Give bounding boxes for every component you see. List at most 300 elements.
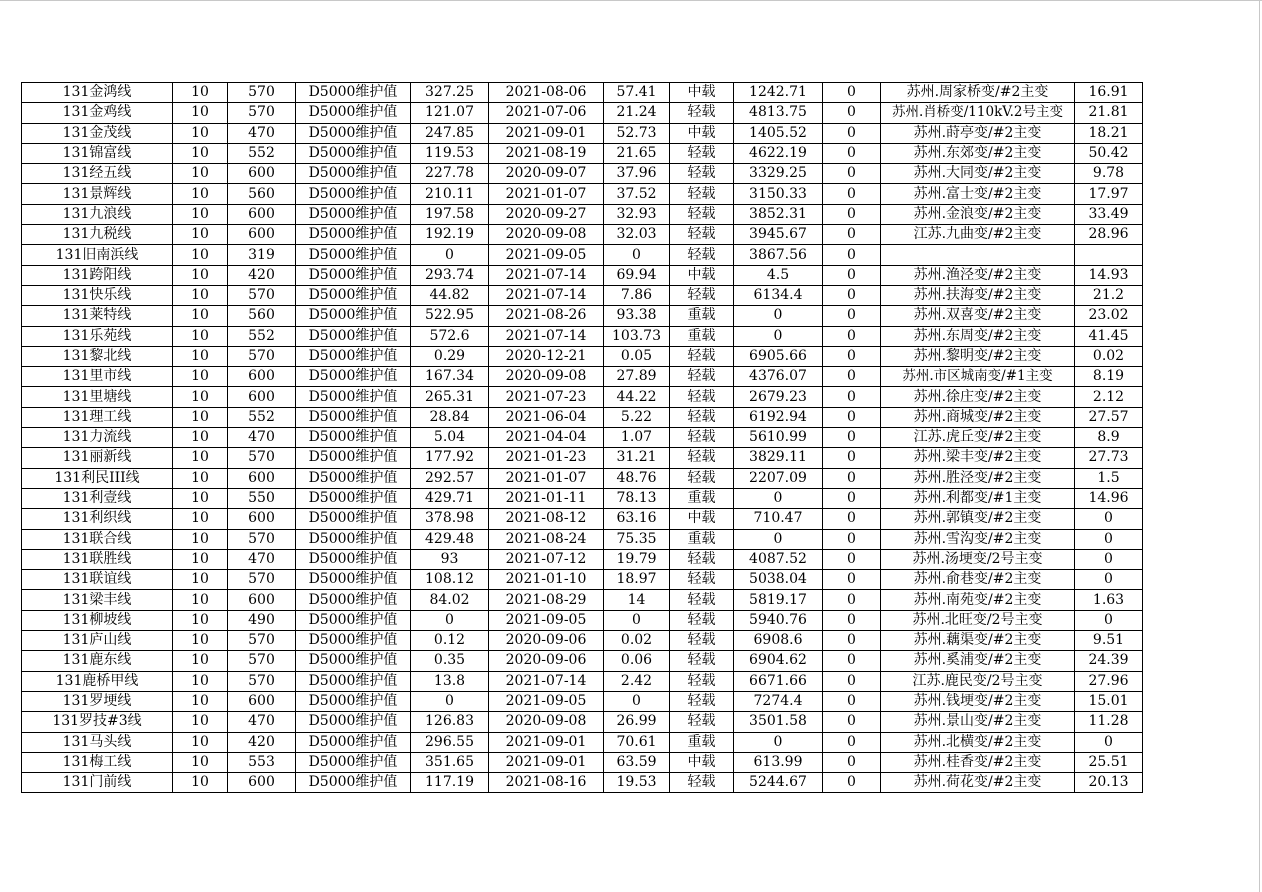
cell-current-value: 0.35	[411, 651, 489, 671]
cell-date: 2021-07-23	[489, 387, 604, 407]
cell-data-source: D5000维护值	[296, 529, 411, 549]
cell-margin: 0	[734, 488, 823, 508]
table-row	[22, 549, 1143, 569]
table-row	[22, 306, 1143, 326]
cell-voltage: 10	[173, 204, 228, 224]
cell-load-status: 重载	[670, 306, 734, 326]
cell-load-status: 轻载	[670, 285, 734, 305]
cell-margin: 2679.23	[734, 387, 823, 407]
cell-current-value: 5.04	[411, 428, 489, 448]
cell-line-name: 131经五线	[22, 164, 173, 184]
cell-load-rate: 37.96	[604, 164, 670, 184]
cell-rated-current: 319	[228, 245, 296, 265]
cell-load-rate: 63.59	[604, 752, 670, 772]
cell-transformer: 苏州.俞巷变/#2主变	[881, 570, 1075, 590]
cell-load-status: 重载	[670, 732, 734, 752]
cell-transformer-load: 0	[1075, 529, 1143, 549]
cell-line-name: 131乐苑线	[22, 326, 173, 346]
cell-transformer-load: 21.2	[1075, 285, 1143, 305]
cell-count: 0	[823, 367, 881, 387]
cell-current-value: 296.55	[411, 732, 489, 752]
cell-load-status: 轻载	[670, 407, 734, 427]
cell-load-status: 中载	[670, 509, 734, 529]
cell-date: 2021-06-04	[489, 407, 604, 427]
cell-load-rate: 44.22	[604, 387, 670, 407]
cell-transformer: 苏州.汤埂变/2号主变	[881, 549, 1075, 569]
cell-voltage: 10	[173, 367, 228, 387]
cell-count: 0	[823, 285, 881, 305]
cell-count: 0	[823, 346, 881, 366]
cell-date: 2020-09-08	[489, 367, 604, 387]
cell-count: 0	[823, 407, 881, 427]
cell-margin: 3829.11	[734, 448, 823, 468]
cell-line-name: 131丽新线	[22, 448, 173, 468]
cell-rated-current: 570	[228, 346, 296, 366]
cell-line-name: 131景辉线	[22, 184, 173, 204]
table-row	[22, 570, 1143, 590]
cell-current-value: 197.58	[411, 204, 489, 224]
cell-count: 0	[823, 468, 881, 488]
cell-transformer-load: 24.39	[1075, 651, 1143, 671]
table-row	[22, 83, 1143, 103]
cell-load-rate: 18.97	[604, 570, 670, 590]
table-row	[22, 204, 1143, 224]
cell-margin: 0	[734, 732, 823, 752]
cell-load-rate: 0	[604, 691, 670, 711]
cell-rated-current: 570	[228, 570, 296, 590]
cell-transformer-load: 15.01	[1075, 691, 1143, 711]
cell-data-source: D5000维护值	[296, 265, 411, 285]
cell-data-source: D5000维护值	[296, 225, 411, 245]
cell-line-name: 131九税线	[22, 225, 173, 245]
cell-rated-current: 600	[228, 164, 296, 184]
cell-transformer-load: 27.73	[1075, 448, 1143, 468]
cell-transformer: 苏州.景山变/#2主变	[881, 712, 1075, 732]
cell-transformer: 苏州.市区城南变/#1主变	[881, 367, 1075, 387]
cell-voltage: 10	[173, 245, 228, 265]
cell-current-value: 126.83	[411, 712, 489, 732]
cell-load-rate: 52.73	[604, 123, 670, 143]
cell-load-rate: 78.13	[604, 488, 670, 508]
cell-current-value: 227.78	[411, 164, 489, 184]
cell-rated-current: 600	[228, 225, 296, 245]
cell-data-source: D5000维护值	[296, 509, 411, 529]
cell-data-source: D5000维护值	[296, 407, 411, 427]
cell-rated-current: 570	[228, 103, 296, 123]
cell-count: 0	[823, 448, 881, 468]
cell-load-status: 轻载	[670, 143, 734, 163]
cell-count: 0	[823, 488, 881, 508]
cell-current-value: 327.25	[411, 83, 489, 103]
cell-transformer-load: 14.96	[1075, 488, 1143, 508]
table-row	[22, 752, 1143, 772]
cell-load-status: 轻载	[670, 590, 734, 610]
cell-transformer	[881, 245, 1075, 265]
cell-line-name: 131金茂线	[22, 123, 173, 143]
cell-current-value: 0	[411, 691, 489, 711]
cell-voltage: 10	[173, 83, 228, 103]
cell-transformer-load: 20.13	[1075, 773, 1143, 793]
cell-transformer: 苏州.南苑变/#2主变	[881, 590, 1075, 610]
cell-transformer-load: 1.5	[1075, 468, 1143, 488]
cell-load-status: 轻载	[670, 570, 734, 590]
cell-load-status: 重载	[670, 326, 734, 346]
table-row	[22, 326, 1143, 346]
cell-data-source: D5000维护值	[296, 428, 411, 448]
cell-transformer: 苏州.商城变/#2主变	[881, 407, 1075, 427]
cell-load-status: 轻载	[670, 245, 734, 265]
cell-load-status: 轻载	[670, 346, 734, 366]
cell-transformer: 苏州.莳亭变/#2主变	[881, 123, 1075, 143]
cell-voltage: 10	[173, 387, 228, 407]
cell-load-rate: 2.42	[604, 671, 670, 691]
cell-count: 0	[823, 752, 881, 772]
cell-transformer-load: 27.57	[1075, 407, 1143, 427]
cell-transformer: 苏州.奚浦变/#2主变	[881, 651, 1075, 671]
cell-count: 0	[823, 773, 881, 793]
cell-current-value: 108.12	[411, 570, 489, 590]
cell-data-source: D5000维护值	[296, 651, 411, 671]
cell-rated-current: 600	[228, 691, 296, 711]
cell-date: 2021-01-23	[489, 448, 604, 468]
cell-date: 2020-09-06	[489, 631, 604, 651]
cell-line-name: 131利织线	[22, 509, 173, 529]
cell-data-source: D5000维护值	[296, 387, 411, 407]
cell-transformer: 江苏.九曲变/#2主变	[881, 225, 1075, 245]
cell-load-rate: 26.99	[604, 712, 670, 732]
cell-margin: 3867.56	[734, 245, 823, 265]
cell-current-value: 0	[411, 610, 489, 630]
cell-rated-current: 600	[228, 468, 296, 488]
table-row	[22, 164, 1143, 184]
cell-transformer: 江苏.鹿民变/2号主变	[881, 671, 1075, 691]
cell-voltage: 10	[173, 631, 228, 651]
table-row	[22, 225, 1143, 245]
cell-transformer: 苏州.东郊变/#2主变	[881, 143, 1075, 163]
cell-load-status: 轻载	[670, 549, 734, 569]
cell-transformer-load: 1.63	[1075, 590, 1143, 610]
cell-load-rate: 70.61	[604, 732, 670, 752]
cell-count: 0	[823, 428, 881, 448]
cell-voltage: 10	[173, 285, 228, 305]
cell-load-status: 轻载	[670, 428, 734, 448]
cell-line-name: 131联合线	[22, 529, 173, 549]
cell-load-rate: 75.35	[604, 529, 670, 549]
cell-count: 0	[823, 184, 881, 204]
cell-margin: 4.5	[734, 265, 823, 285]
cell-margin: 5038.04	[734, 570, 823, 590]
cell-transformer: 苏州.梁丰变/#2主变	[881, 448, 1075, 468]
cell-voltage: 10	[173, 732, 228, 752]
cell-load-rate: 69.94	[604, 265, 670, 285]
cell-rated-current: 550	[228, 488, 296, 508]
cell-rated-current: 570	[228, 83, 296, 103]
cell-margin: 613.99	[734, 752, 823, 772]
cell-voltage: 10	[173, 529, 228, 549]
cell-transformer-load: 8.9	[1075, 428, 1143, 448]
cell-line-name: 131利民III线	[22, 468, 173, 488]
cell-load-rate: 93.38	[604, 306, 670, 326]
cell-current-value: 292.57	[411, 468, 489, 488]
cell-rated-current: 470	[228, 123, 296, 143]
table-row	[22, 590, 1143, 610]
cell-rated-current: 570	[228, 631, 296, 651]
cell-data-source: D5000维护值	[296, 570, 411, 590]
cell-margin: 3945.67	[734, 225, 823, 245]
cell-margin: 3329.25	[734, 164, 823, 184]
cell-voltage: 10	[173, 488, 228, 508]
cell-line-name: 131联谊线	[22, 570, 173, 590]
cell-data-source: D5000维护值	[296, 773, 411, 793]
cell-voltage: 10	[173, 428, 228, 448]
cell-count: 0	[823, 83, 881, 103]
cell-count: 0	[823, 204, 881, 224]
cell-current-value: 167.34	[411, 367, 489, 387]
cell-margin: 710.47	[734, 509, 823, 529]
cell-transformer-load: 27.96	[1075, 671, 1143, 691]
cell-data-source: D5000维护值	[296, 610, 411, 630]
cell-voltage: 10	[173, 712, 228, 732]
cell-rated-current: 470	[228, 428, 296, 448]
cell-transformer: 苏州.钱埂变/#2主变	[881, 691, 1075, 711]
cell-margin: 3852.31	[734, 204, 823, 224]
table-row	[22, 143, 1143, 163]
cell-date: 2021-09-05	[489, 691, 604, 711]
cell-data-source: D5000维护值	[296, 367, 411, 387]
cell-data-source: D5000维护值	[296, 123, 411, 143]
cell-line-name: 131莱特线	[22, 306, 173, 326]
cell-transformer-load: 9.78	[1075, 164, 1143, 184]
cell-voltage: 10	[173, 164, 228, 184]
cell-date: 2020-12-21	[489, 346, 604, 366]
cell-transformer-load: 28.96	[1075, 225, 1143, 245]
cell-date: 2020-09-08	[489, 712, 604, 732]
cell-transformer-load: 2.12	[1075, 387, 1143, 407]
cell-line-name: 131理工线	[22, 407, 173, 427]
table-row	[22, 407, 1143, 427]
table-row	[22, 529, 1143, 549]
cell-load-status: 轻载	[670, 651, 734, 671]
cell-date: 2021-07-06	[489, 103, 604, 123]
cell-line-name: 131利壹线	[22, 488, 173, 508]
cell-load-rate: 7.86	[604, 285, 670, 305]
cell-count: 0	[823, 143, 881, 163]
cell-rated-current: 570	[228, 671, 296, 691]
cell-transformer-load: 18.21	[1075, 123, 1143, 143]
cell-load-rate: 37.52	[604, 184, 670, 204]
cell-transformer: 江苏.虎丘变/#2主变	[881, 428, 1075, 448]
cell-transformer-load: 14.93	[1075, 265, 1143, 285]
cell-load-status: 轻载	[670, 773, 734, 793]
cell-count: 0	[823, 245, 881, 265]
cell-count: 0	[823, 691, 881, 711]
cell-load-rate: 48.76	[604, 468, 670, 488]
cell-current-value: 121.07	[411, 103, 489, 123]
table-row	[22, 468, 1143, 488]
cell-margin: 5940.76	[734, 610, 823, 630]
cell-count: 0	[823, 671, 881, 691]
cell-transformer: 苏州.雪沟变/#2主变	[881, 529, 1075, 549]
cell-load-status: 轻载	[670, 225, 734, 245]
cell-current-value: 293.74	[411, 265, 489, 285]
table-row	[22, 428, 1143, 448]
cell-line-name: 131金鸡线	[22, 103, 173, 123]
cell-date: 2021-01-11	[489, 488, 604, 508]
cell-transformer-load: 0	[1075, 570, 1143, 590]
cell-rated-current: 570	[228, 651, 296, 671]
cell-margin: 1405.52	[734, 123, 823, 143]
cell-transformer: 苏州.荷花变/#2主变	[881, 773, 1075, 793]
cell-transformer-load: 0.02	[1075, 346, 1143, 366]
cell-line-name: 131鹿东线	[22, 651, 173, 671]
table-row	[22, 631, 1143, 651]
cell-count: 0	[823, 712, 881, 732]
cell-transformer-load: 0	[1075, 610, 1143, 630]
cell-load-rate: 0	[604, 610, 670, 630]
cell-transformer: 苏州.胜泾变/#2主变	[881, 468, 1075, 488]
cell-data-source: D5000维护值	[296, 691, 411, 711]
cell-load-rate: 32.03	[604, 225, 670, 245]
cell-count: 0	[823, 529, 881, 549]
cell-data-source: D5000维护值	[296, 631, 411, 651]
cell-margin: 4813.75	[734, 103, 823, 123]
cell-line-name: 131快乐线	[22, 285, 173, 305]
cell-line-name: 131力流线	[22, 428, 173, 448]
cell-line-name: 131里塘线	[22, 387, 173, 407]
cell-rated-current: 600	[228, 204, 296, 224]
cell-voltage: 10	[173, 326, 228, 346]
cell-voltage: 10	[173, 143, 228, 163]
cell-margin: 4087.52	[734, 549, 823, 569]
cell-load-rate: 21.65	[604, 143, 670, 163]
page-top-edge	[0, 0, 1262, 1]
cell-current-value: 13.8	[411, 671, 489, 691]
cell-rated-current: 600	[228, 773, 296, 793]
cell-date: 2020-09-07	[489, 164, 604, 184]
cell-line-name: 131庐山线	[22, 631, 173, 651]
cell-margin: 4622.19	[734, 143, 823, 163]
cell-load-rate: 32.93	[604, 204, 670, 224]
cell-margin: 6671.66	[734, 671, 823, 691]
page-right-edge	[1259, 0, 1260, 892]
cell-count: 0	[823, 590, 881, 610]
cell-data-source: D5000维护值	[296, 285, 411, 305]
cell-margin: 5244.67	[734, 773, 823, 793]
cell-data-source: D5000维护值	[296, 143, 411, 163]
table-row	[22, 712, 1143, 732]
cell-rated-current: 600	[228, 590, 296, 610]
table-row	[22, 123, 1143, 143]
cell-load-rate: 31.21	[604, 448, 670, 468]
cell-transformer-load: 21.81	[1075, 103, 1143, 123]
cell-data-source: D5000维护值	[296, 732, 411, 752]
cell-date: 2021-07-14	[489, 265, 604, 285]
cell-margin: 5610.99	[734, 428, 823, 448]
cell-current-value: 265.31	[411, 387, 489, 407]
cell-load-status: 轻载	[670, 103, 734, 123]
cell-transformer: 苏州.金浪变/#2主变	[881, 204, 1075, 224]
cell-transformer-load: 0	[1075, 549, 1143, 569]
table-row	[22, 671, 1143, 691]
table-row	[22, 773, 1143, 793]
cell-load-status: 轻载	[670, 184, 734, 204]
cell-margin: 7274.4	[734, 691, 823, 711]
cell-date: 2021-07-12	[489, 549, 604, 569]
cell-count: 0	[823, 164, 881, 184]
cell-date: 2021-01-10	[489, 570, 604, 590]
cell-count: 0	[823, 549, 881, 569]
cell-line-name: 131鹿桥甲线	[22, 671, 173, 691]
cell-current-value: 117.19	[411, 773, 489, 793]
cell-transformer-load: 8.19	[1075, 367, 1143, 387]
cell-count: 0	[823, 123, 881, 143]
cell-current-value: 378.98	[411, 509, 489, 529]
cell-date: 2020-09-08	[489, 225, 604, 245]
cell-load-status: 重载	[670, 488, 734, 508]
cell-line-name: 131梅工线	[22, 752, 173, 772]
cell-count: 0	[823, 103, 881, 123]
cell-rated-current: 570	[228, 529, 296, 549]
cell-load-status: 轻载	[670, 204, 734, 224]
cell-line-name: 131联胜线	[22, 549, 173, 569]
cell-date: 2021-08-16	[489, 773, 604, 793]
cell-transformer: 苏州.肖桥变/110kV.2号主变	[881, 103, 1075, 123]
cell-current-value: 247.85	[411, 123, 489, 143]
table-row	[22, 509, 1143, 529]
table-row	[22, 387, 1143, 407]
cell-rated-current: 600	[228, 367, 296, 387]
table-row	[22, 732, 1143, 752]
cell-transformer-load: 17.97	[1075, 184, 1143, 204]
cell-transformer: 苏州.富士变/#2主变	[881, 184, 1075, 204]
cell-rated-current: 600	[228, 509, 296, 529]
cell-date: 2021-09-05	[489, 610, 604, 630]
cell-current-value: 0.12	[411, 631, 489, 651]
table-row	[22, 367, 1143, 387]
cell-transformer: 苏州.渔泾变/#2主变	[881, 265, 1075, 285]
cell-voltage: 10	[173, 468, 228, 488]
data-table	[21, 82, 1143, 793]
cell-transformer: 苏州.桂香变/#2主变	[881, 752, 1075, 772]
cell-transformer: 苏州.藕渠变/#2主变	[881, 631, 1075, 651]
cell-count: 0	[823, 306, 881, 326]
cell-load-status: 轻载	[670, 387, 734, 407]
cell-current-value: 177.92	[411, 448, 489, 468]
cell-count: 0	[823, 265, 881, 285]
table-row	[22, 488, 1143, 508]
cell-date: 2021-09-01	[489, 752, 604, 772]
cell-date: 2021-07-14	[489, 671, 604, 691]
cell-load-status: 轻载	[670, 631, 734, 651]
cell-load-status: 轻载	[670, 712, 734, 732]
cell-line-name: 131柳坡线	[22, 610, 173, 630]
cell-line-name: 131跨阳线	[22, 265, 173, 285]
cell-margin: 0	[734, 529, 823, 549]
cell-rated-current: 553	[228, 752, 296, 772]
cell-load-status: 中载	[670, 83, 734, 103]
cell-voltage: 10	[173, 570, 228, 590]
cell-date: 2021-01-07	[489, 468, 604, 488]
cell-data-source: D5000维护值	[296, 752, 411, 772]
cell-transformer-load: 9.51	[1075, 631, 1143, 651]
cell-count: 0	[823, 225, 881, 245]
cell-margin: 6192.94	[734, 407, 823, 427]
cell-rated-current: 470	[228, 549, 296, 569]
cell-transformer: 苏州.大同变/#2主变	[881, 164, 1075, 184]
cell-margin: 6908.6	[734, 631, 823, 651]
cell-load-rate: 0.05	[604, 346, 670, 366]
cell-voltage: 10	[173, 590, 228, 610]
